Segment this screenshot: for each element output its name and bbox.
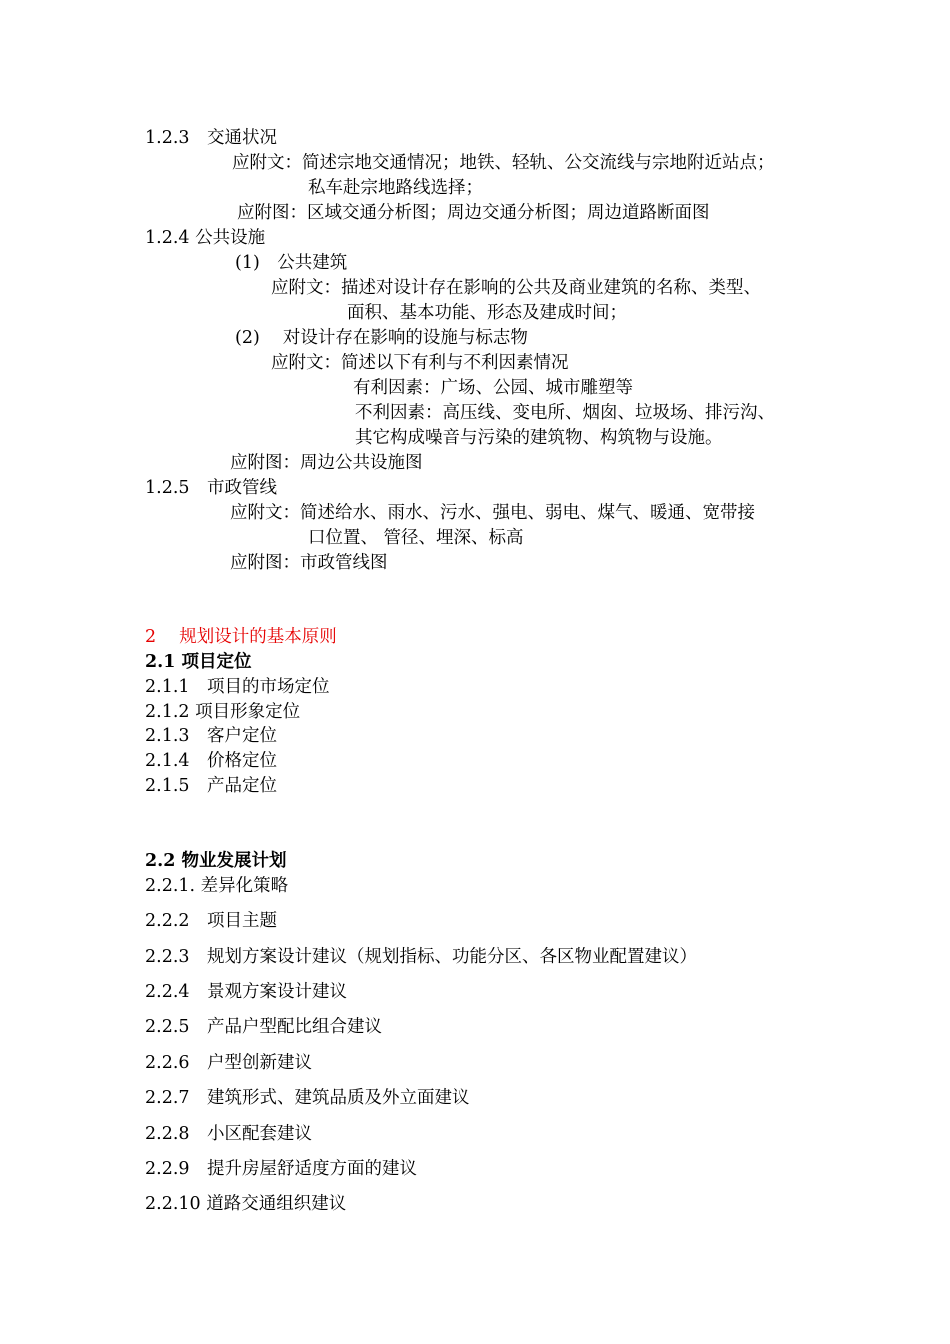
section-2-2-item: 2.2.10 道路交通组织建议 [145,1194,347,1214]
section-1-2-4-item-1-title: (1) 公共建筑 [235,253,348,273]
section-2-1-item: 2.1.3 客户定位 [145,726,278,746]
section-1-2-4-title: 1.2.4 公共设施 [145,228,266,248]
section-2-2-item: 2.2.8 小区配套建议 [145,1124,313,1144]
section-1-2-3-text-line-2: 私车赴宗地路线选择； [308,178,483,198]
section-1-2-5-figure: 应附图：市政管线图 [230,553,388,573]
section-2-2-item: 2.2.5 产品户型配比组合建议 [145,1017,383,1037]
section-2-2-item: 2.2.2 项目主题 [145,911,278,931]
section-1-2-4-figure: 应附图：周边公共设施图 [230,453,423,473]
section-1-2-5-text-line-1: 应附文：简述给水、雨水、污水、强电、弱电、煤气、暖通、宽带接 [230,503,755,523]
section-2-2-item: 2.2.7 建筑形式、建筑品质及外立面建议 [145,1088,470,1108]
section-1-2-4-favorable-factors: 有利因素：广场、公园、城市雕塑等 [353,378,633,398]
section-1-2-4-item-2-title: (2) 对设计存在影响的设施与标志物 [235,328,528,348]
section-1-2-5-text-line-2: 口位置、 管径、埋深、标高 [308,528,524,548]
section-1-2-3-figure: 应附图：区域交通分析图；周边交通分析图；周边道路断面图 [237,203,710,223]
section-2-2-item: 2.2.3 规划方案设计建议（规划指标、功能分区、各区物业配置建议） [145,947,698,967]
section-1-2-4-item-2-text: 应附文：简述以下有利与不利因素情况 [271,353,569,373]
section-1-2-4-unfavorable-factors-line-1: 不利因素：高压线、变电所、烟囱、垃圾场、排污沟、 [355,403,775,423]
section-2-2-item: 2.2.9 提升房屋舒适度方面的建议 [145,1159,418,1179]
section-1-2-5-title: 1.2.5 市政管线 [145,478,278,498]
section-2-1-title: 2.1 项目定位 [145,652,252,672]
section-2-1-item: 2.1.4 价格定位 [145,751,278,771]
section-2-2-item: 2.2.1. 差异化策略 [145,876,289,896]
section-2-title: 2 规划设计的基本原则 [145,627,337,647]
section-2-2-item: 2.2.4 景观方案设计建议 [145,982,348,1002]
section-1-2-3-title: 1.2.3 交通状况 [145,128,278,148]
section-2-1-item: 2.1.5 产品定位 [145,776,278,796]
section-1-2-4-unfavorable-factors-line-2: 其它构成噪音与污染的建筑物、构筑物与设施。 [355,428,723,448]
section-2-1-item: 2.1.2 项目形象定位 [145,702,301,722]
section-2-1-item: 2.1.1 项目的市场定位 [145,677,330,697]
section-1-2-4-item-1-text-line-2: 面积、基本功能、形态及建成时间； [347,303,627,323]
section-2-2-title: 2.2 物业发展计划 [145,851,287,871]
section-2-2-item: 2.2.6 户型创新建议 [145,1053,313,1073]
section-1-2-3-text-line-1: 应附文：简述宗地交通情况；地铁、轻轨、公交流线与宗地附近站点； [232,153,775,173]
section-1-2-4-item-1-text-line-1: 应附文：描述对设计存在影响的公共及商业建筑的名称、类型、 [271,278,761,298]
